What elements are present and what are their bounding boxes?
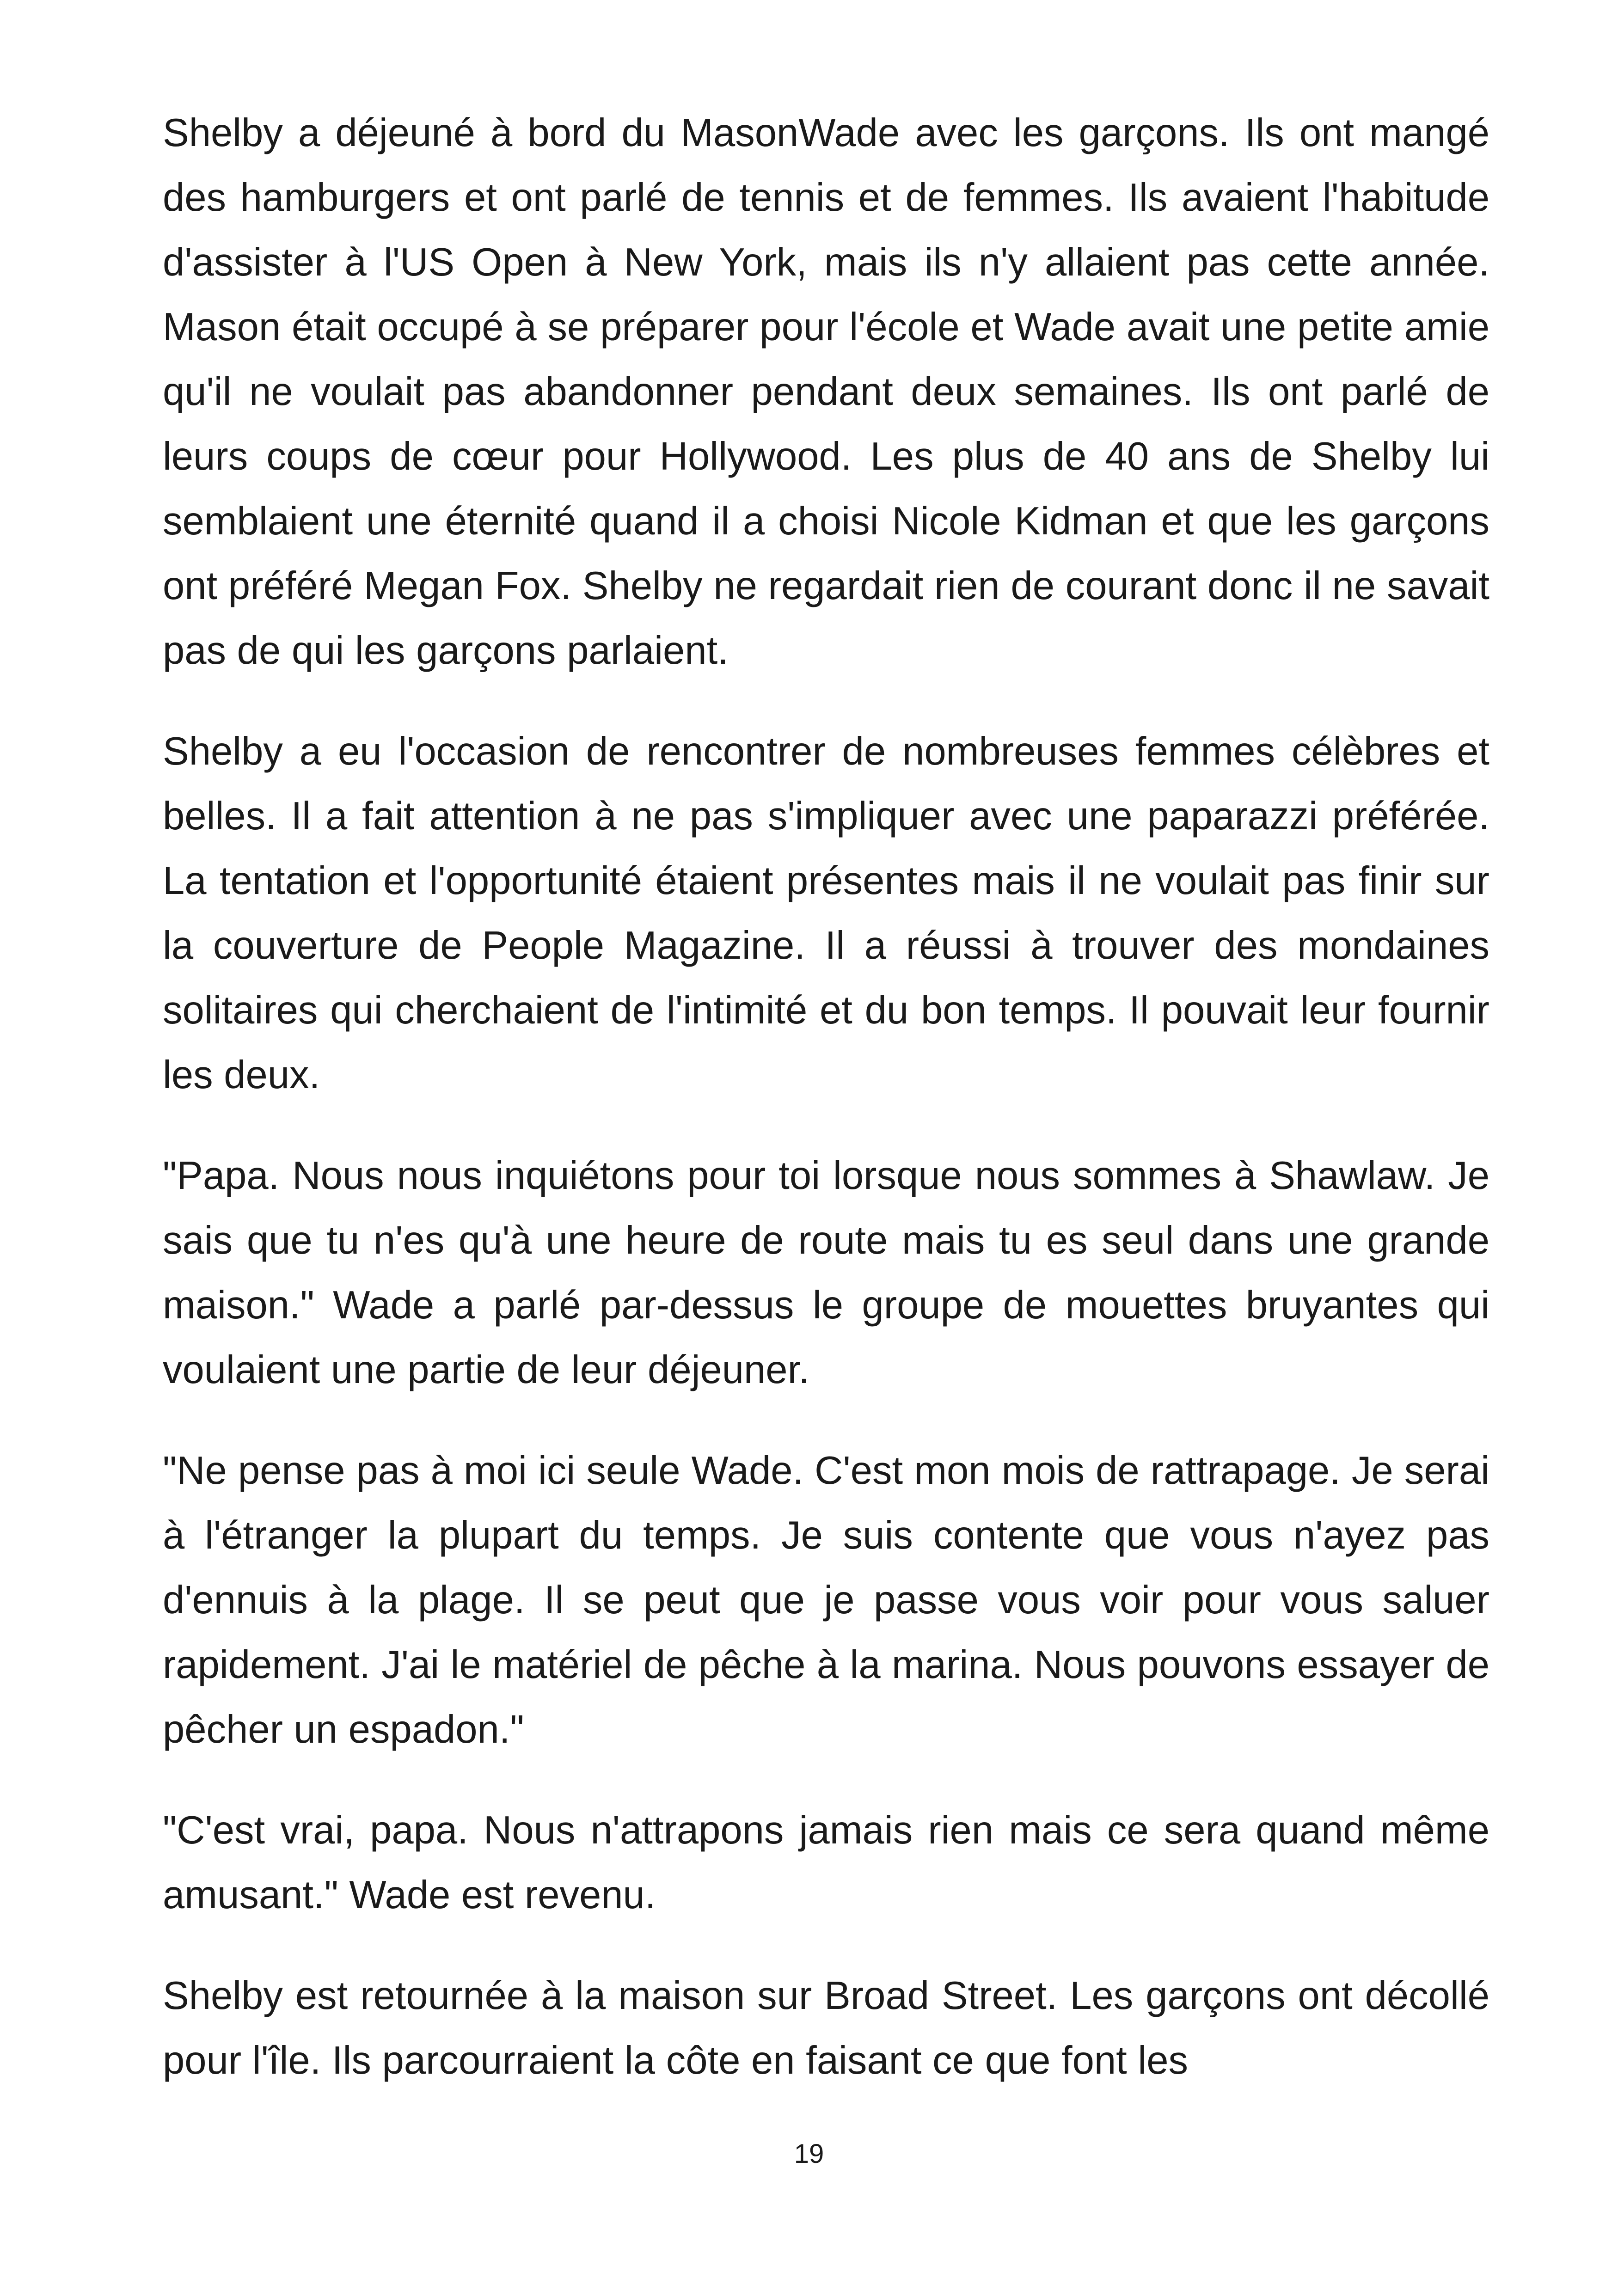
page-number: 19 — [794, 2139, 824, 2169]
paragraph-4: "Ne pense pas à moi ici seule Wade. C'est mon mois de rattrapage. Je serai à l'étranger la plupart du temps. Je suis contente que vous n'ayez pas d'ennuis à la plage. Il se peut que je passe vous voir pour vous saluer rapidement. J'ai le matériel de pêche à la marina. Nous pouvons essayer de pêcher un espadon." — [163, 1449, 1489, 1751]
paragraph-1: Shelby a déjeuné à bord du MasonWade avec les garçons. Ils ont mangé des hamburgers et ont parlé de tennis et de femmes. Ils avaient l'habitude d'assister à l'US Open à New York, mais ils n'y allaient pas cette année. Mason était occupé à se préparer pour l'école et Wade avait une petite amie qu'il ne voulait pas abandonner pendant deux semaines. Ils ont parlé de leurs coups de cœur pour Hollywood. Les plus de 40 ans de Shelby lui semblaient une éternité quand il a choisi Nicole Kidman et que les garçons ont préféré Megan Fox. Shelby ne regardait rien de courant donc il ne savait pas de qui les garçons parlaient. — [163, 111, 1489, 673]
paragraph-3: "Papa. Nous nous inquiétons pour toi lorsque nous sommes à Shawlaw. Je sais que tu n'es qu'à une heure de route mais tu es seul dans une grande maison." Wade a parlé par-dessus le groupe de mouettes bruyantes qui voulaient une partie de leur déjeuner. — [163, 1154, 1489, 1392]
body-text — [163, 101, 1489, 2129]
paragraph-2: Shelby a eu l'occasion de rencontrer de nombreuses femmes célèbres et belles. Il a fait attention à ne pas s'impliquer avec une paparazzi préférée. La tentation et l'opportunité étaient présentes mais il ne voulait pas finir sur la couverture de People Magazine. Il a réussi à trouver des mondaines solitaires qui cherchaient de l'intimité et du bon temps. Il pouvait leur fournir les deux. — [163, 729, 1489, 1097]
paragraph-6: Shelby est retournée à la maison sur Broad Street. Les garçons ont décollé pour l'île. Ils parcourraient la côte en faisant ce que font les — [163, 1974, 1489, 2082]
paragraph-5: "C'est vrai, papa. Nous n'attrapons jamais rien mais ce sera quand même amusant." Wade est revenu. — [163, 1808, 1489, 1917]
